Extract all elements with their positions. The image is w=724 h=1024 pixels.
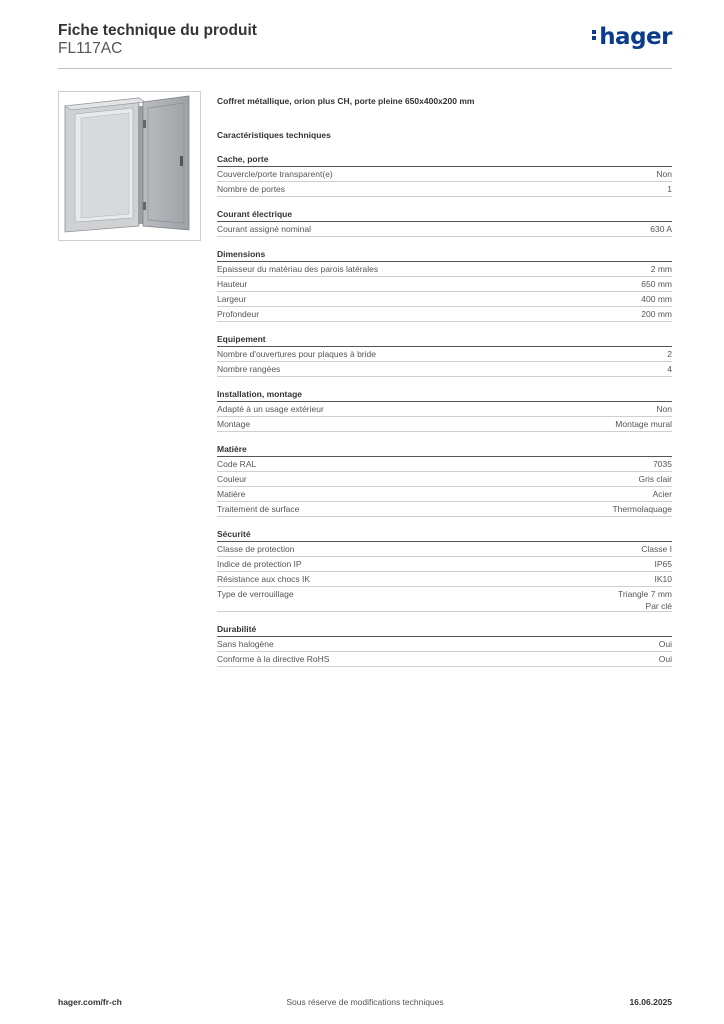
spec-group-title: Equipement — [217, 333, 672, 347]
product-image — [58, 91, 201, 241]
product-description: Coffret métallique, orion plus CH, porte pleine 650x400x200 mm — [217, 96, 475, 106]
spec-value: Classe I — [641, 544, 672, 554]
product-content — [217, 95, 672, 678]
spec-value: 200 mm — [641, 309, 672, 319]
spec-row — [217, 307, 672, 322]
document-title: Fiche technique du produit — [58, 22, 257, 39]
logo-text: hager — [599, 24, 672, 50]
spec-label: Classe de protection — [217, 544, 295, 554]
spec-value: Oui — [658, 654, 672, 664]
spec-value-line: Triangle 7 mm — [617, 589, 672, 599]
spec-label: Nombre d'ouvertures pour plaques à bride — [217, 349, 376, 359]
spec-row — [217, 557, 672, 572]
spec-value: 4 — [667, 364, 672, 374]
spec-label: Largeur — [217, 294, 247, 304]
hager-logo — [592, 24, 672, 50]
spec-value: 650 mm — [641, 279, 672, 289]
product-reference: FL117AC — [58, 40, 123, 57]
header-divider — [58, 68, 672, 69]
spec-group-title: Courant électrique — [217, 208, 672, 222]
spec-group — [217, 208, 672, 237]
spec-row — [217, 572, 672, 587]
spec-row — [217, 182, 672, 197]
spec-label: Sans halogène — [217, 639, 274, 649]
spec-value: Non — [656, 404, 672, 414]
spec-groups — [217, 153, 672, 667]
spec-label: Type de verrouillage — [217, 589, 294, 599]
spec-label: Profondeur — [217, 309, 260, 319]
spec-label: Hauteur — [217, 279, 248, 289]
spec-label: Montage — [217, 419, 251, 429]
spec-value: 2 — [667, 349, 672, 359]
spec-row — [217, 277, 672, 292]
spec-label: Nombre rangées — [217, 364, 281, 374]
spec-label: Indice de protection IP — [217, 559, 302, 569]
spec-group-title: Durabilité — [217, 623, 672, 637]
spec-value: 1 — [667, 184, 672, 194]
spec-row — [217, 402, 672, 417]
spec-group — [217, 333, 672, 377]
spec-row — [217, 292, 672, 307]
spec-label: Couleur — [217, 474, 247, 484]
spec-row — [217, 587, 672, 612]
spec-label: Couvercle/porte transparent(e) — [217, 169, 333, 179]
spec-group — [217, 388, 672, 432]
spec-group-title: Cache, porte — [217, 153, 672, 167]
spec-row — [217, 222, 672, 237]
page-header — [58, 20, 672, 70]
spec-value: IP65 — [654, 559, 672, 569]
spec-label: Nombre de portes — [217, 184, 286, 194]
spec-value: 2 mm — [650, 264, 672, 274]
spec-row — [217, 652, 672, 667]
spec-row — [217, 472, 672, 487]
spec-label: Matière — [217, 489, 246, 499]
spec-group — [217, 528, 672, 612]
spec-value: Gris clair — [638, 474, 672, 484]
spec-value: IK10 — [654, 574, 672, 584]
spec-row — [217, 362, 672, 377]
spec-row — [217, 637, 672, 652]
footer-website[interactable]: hager.com/fr-ch — [58, 997, 122, 1007]
specs-heading: Caractéristiques techniques — [217, 130, 331, 140]
spec-group — [217, 443, 672, 517]
spec-value: 630 A — [650, 224, 672, 234]
spec-value: 7035 — [653, 459, 672, 469]
spec-group — [217, 248, 672, 322]
spec-value: Oui — [658, 639, 672, 649]
spec-value-line: Par clé — [645, 601, 672, 611]
footer-date: 16.06.2025 — [629, 997, 672, 1007]
spec-group — [217, 153, 672, 197]
spec-label: Epaisseur du matériau des parois latérales — [217, 264, 379, 274]
spec-row — [217, 417, 672, 432]
logo-dots-icon — [592, 28, 597, 42]
spec-label: Traitement de surface — [217, 504, 300, 514]
spec-value: Thermolaquage — [612, 504, 672, 514]
spec-label: Conforme à la directive RoHS — [217, 654, 330, 664]
spec-row — [217, 542, 672, 557]
spec-label: Adapté à un usage extérieur — [217, 404, 324, 414]
spec-label: Courant assigné nominal — [217, 224, 312, 234]
spec-group-title: Dimensions — [217, 248, 672, 262]
spec-group-title: Matière — [217, 443, 672, 457]
spec-row — [217, 167, 672, 182]
spec-label: Résistance aux chocs IK — [217, 574, 311, 584]
metal-enclosure-icon — [59, 92, 200, 240]
spec-value: Non — [656, 169, 672, 179]
spec-row — [217, 502, 672, 517]
footer-notice: Sous réserve de modifications techniques — [286, 997, 444, 1007]
spec-row — [217, 262, 672, 277]
spec-group-title: Installation, montage — [217, 388, 672, 402]
spec-label: Code RAL — [217, 459, 257, 469]
spec-value: 400 mm — [641, 294, 672, 304]
spec-row — [217, 487, 672, 502]
spec-value — [618, 588, 672, 610]
spec-group — [217, 623, 672, 667]
spec-value: Montage mural — [615, 419, 672, 429]
spec-row — [217, 457, 672, 472]
spec-value: Acier — [652, 489, 672, 499]
spec-row — [217, 347, 672, 362]
spec-group-title: Sécurité — [217, 528, 672, 542]
